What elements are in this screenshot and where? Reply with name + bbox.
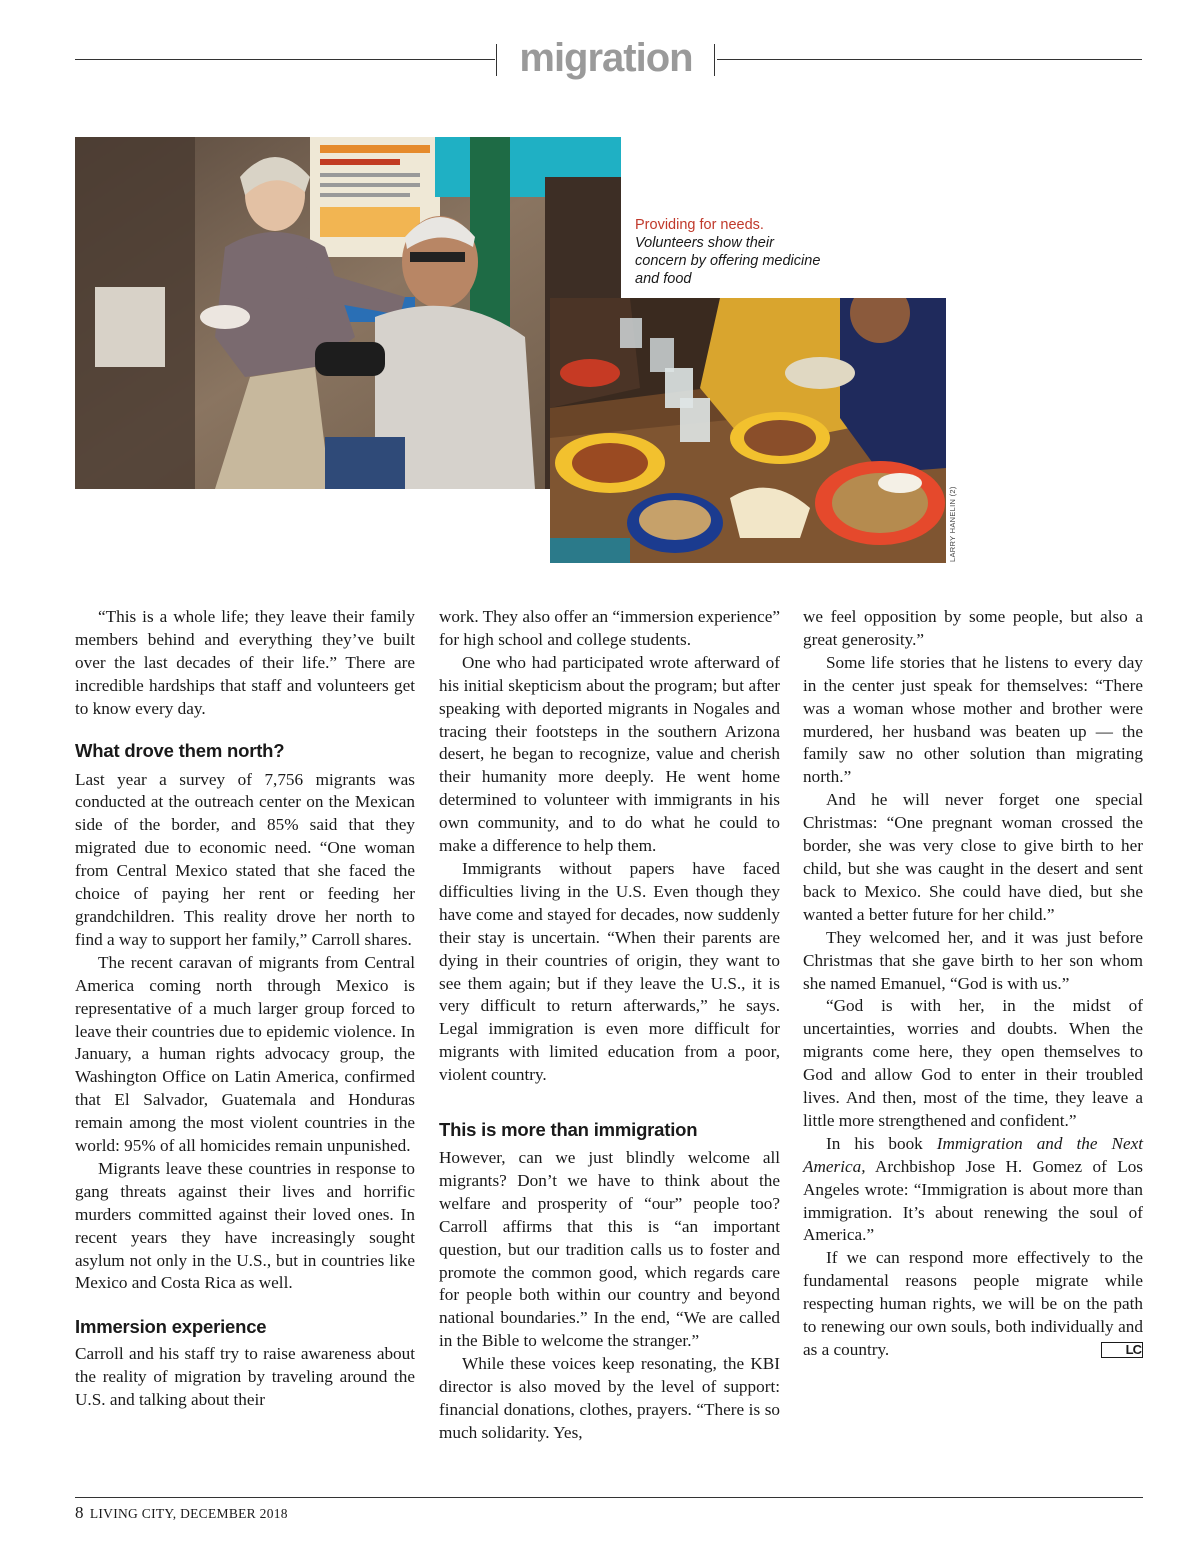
caption-title: Providing for needs. — [635, 217, 764, 233]
caption-text: Volunteers show their concern by offering medicine and food — [635, 235, 821, 287]
col2-paragraph-4: However, can we just blindly welcome all migrants? Don’t we have to think about the welfare and prosperity of “our” people too? Carroll affirms that this is “an important question, but our tradition calls us to foster and promote the common good, which regards care for people both within our country and beyond national boundaries.” In the end, “We are called in the Bible to welcome the stranger.” — [439, 1148, 780, 1351]
col2-paragraph-2: One who had participated wrote afterward of his initial skepticism about the program; but after speaking with deported migrants in Nogales and tracing their footsteps in the southern Arizona desert, he began to recognize, value and cherish their humanity more deeply. He went home determined to volunteer with immigrants in his own community, and to do what he could to make a difference to help them. — [439, 652, 780, 856]
col3-p6-intro: In his book — [826, 1133, 937, 1153]
col3-paragraph-5: “God is with her, in the midst of uncertainties, worries and doubts. When the migrants come here, they open themselves to God and allow God to enter in their troubled lives. And then, most of the time, they leave a little more strengthened and confident.” — [803, 996, 1143, 1130]
header-divider-left — [496, 44, 497, 76]
article-column-3 — [803, 606, 1143, 1362]
subheading-what-drove-them-north: What drove them north? — [75, 739, 285, 761]
col1-paragraph-1: “This is a whole life; they leave their family members behind and everything they’ve built over the last decades of their life.” There are incredible hardships that staff and volunteers get to know every day. — [75, 607, 415, 718]
photo-credit: LARRY HANELIN (2) — [948, 486, 957, 562]
col2-paragraph-3: Immigrants without papers have faced difficulties living in the U.S. Even though they have come and stayed for decades, now suddenly their stay is uncertain. “When their parents are dying in their countries of origin, they want to see them again; but if they leave the U.S., it is very difficult to return afterwards,” he says. Legal immigration is even more difficult for migrants with limited education from a poor, violent country. — [439, 858, 780, 1085]
col3-p6-rest: Archbishop Jose H. Gomez of Los Angeles wrote: “Immigration is about more than immigration. It’s about renewing the soul of America.” — [803, 1156, 1143, 1245]
publication-line: LIVING CITY, DECEMBER 2018 — [89, 1506, 288, 1521]
col3-paragraph-6 — [803, 1133, 1143, 1248]
col3-p7-text: If we can respond more effectively to the fundamental reasons people migrate while respecting human rights, we will be on the path to renewing our own souls, both individually and as a country. — [803, 1248, 1143, 1359]
end-of-article-mark: LC — [1101, 1342, 1143, 1358]
photo-caption — [635, 216, 825, 288]
col1-paragraph-3: The recent caravan of migrants from Central America coming north through Mexico is representative of a much larger group forced to leave their countries due to epidemic violence. In January, a human rights advocacy group, the Washington Office on Latin America, confirmed that El Salvador, Guatemala and Honduras remain among the most violent countries in the world: 95% of all homicides remain unpunished. — [75, 952, 415, 1156]
section-title: migration — [519, 36, 693, 80]
shared-meal-photo — [550, 298, 946, 563]
col2-paragraph-5: While these voices keep resonating, the KBI director is also moved by the level of support: financial donations, clothes, prayers. “There is so much solidarity. Yes, — [439, 1354, 780, 1442]
article-column-1 — [75, 606, 415, 1412]
volunteer-blood-pressure-photo — [75, 137, 621, 489]
article-column-2 — [439, 606, 780, 1445]
header-divider-right — [714, 44, 715, 76]
subheading-immersion-experience: Immersion experience — [75, 1316, 267, 1338]
col1-paragraph-5: Carroll and his staff try to raise awareness about the reality of migration by traveling around the U.S. and talking about their — [75, 1344, 415, 1410]
footer-rule — [75, 1497, 1143, 1498]
col3-paragraph-3: And he will never forget one special Christmas: “One pregnant woman crossed the border, she was very close to give birth to her child, but she was caught in the desert and sent back to Mexico. She could have died, but she wanted a better future for her child.” — [803, 790, 1143, 924]
col3-paragraph-2: Some life stories that he listens to every day in the center just speak for themselves: “There was a woman whose mother and brother were murdered, her husband was beaten up — the family saw no other solution than migrating north.” — [803, 652, 1143, 787]
book-title: Immigration and the Next America, — [803, 1133, 1143, 1176]
header-rule-left — [75, 59, 495, 60]
page-footer — [75, 1503, 288, 1523]
col3-paragraph-1: we feel opposition by some people, but also a great generosity.” — [803, 607, 1143, 649]
page-number: 8 — [75, 1503, 84, 1522]
col1-paragraph-4: Migrants leave these countries in response to gang threats against their lives and horrific murders committed against their loved ones. In recent years they have increasingly sought asylum not only in the U.S., but in countries like Mexico and Costa Rica as well. — [75, 1158, 415, 1293]
col1-paragraph-2: Last year a survey of 7,756 migrants was conducted at the outreach center on the Mexican side of the border, and 85% said that they migrated due to economic need. “One woman from Central Mexico stated that she faced the choice of paying her rent or feeding her grandchildren. This reality drove her north to find a way to support her family,” Carroll shares. — [75, 769, 415, 949]
col3-paragraph-4: They welcomed her, and it was just before Christmas that she gave birth to her son whom she named Emanuel, “God is with us.” — [803, 927, 1143, 993]
col3-paragraph-7 — [803, 1247, 1143, 1362]
subheading-more-than-immigration: This is more than immigration — [439, 1119, 698, 1141]
col2-paragraph-1: work. They also offer an “immersion experience” for high school and college students. — [439, 607, 780, 649]
header-rule-right — [717, 59, 1142, 60]
